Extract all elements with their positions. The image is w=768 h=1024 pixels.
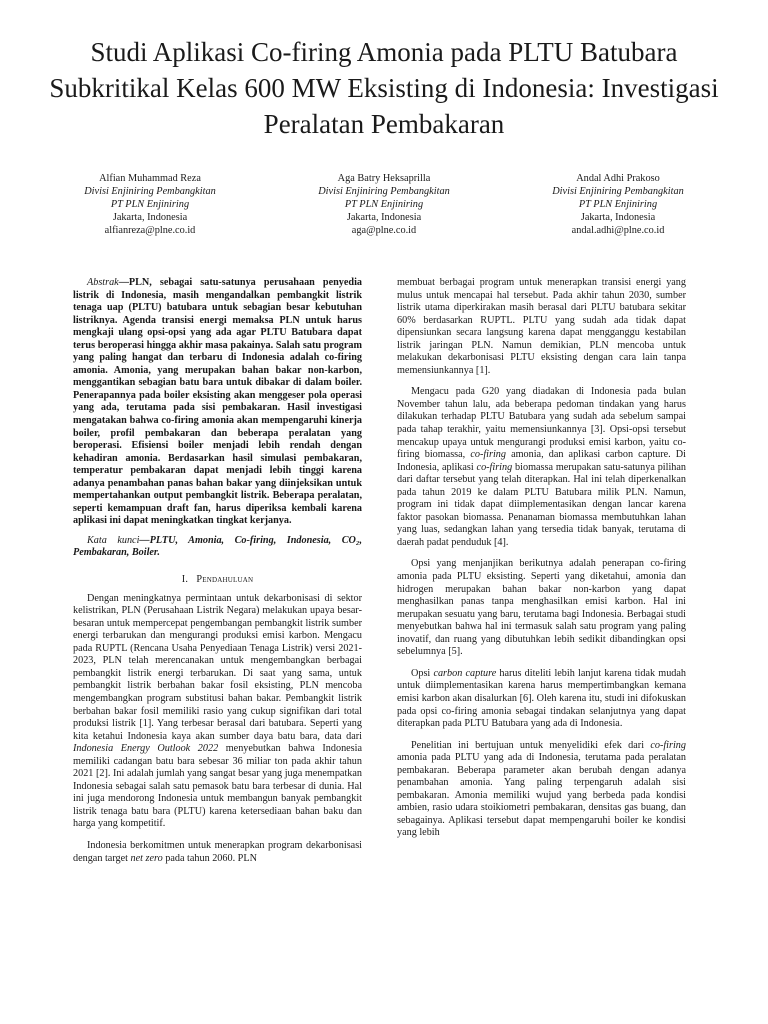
paragraph-italic: carbon capture bbox=[433, 667, 497, 679]
keywords bbox=[73, 535, 362, 560]
paragraph-italic: net zero bbox=[130, 852, 163, 864]
paragraph-text: Indonesia berkomitmen untuk menerapkan program dekarbonisasi dengan target bbox=[73, 839, 362, 864]
author-division: Divisi Enjiniring Pembangkitan bbox=[84, 185, 216, 197]
paper-title: Studi Aplikasi Co-firing Amonia pada PLTU Batubara Subkritikal Kelas 600 MW Eksisting di Indonesia: Investigasi Peralatan Pembakaran bbox=[49, 37, 719, 139]
paragraph-italic: co-firing bbox=[470, 449, 506, 461]
right-column bbox=[397, 277, 686, 840]
author-city: Jakarta, Indonesia bbox=[112, 211, 188, 223]
left-column bbox=[73, 277, 362, 865]
abstract-text: —PLN, sebagai satu-satunya perusahaan penyedia listrik di Indonesia, masih mengandalkan pembangkit listrik tenaga uap (PLTU) batubara untuk sebagian besar kebutuhan listriknya. Agenda transisi energi memaksa PLN untuk harus mengkaji ulang opsi-opsi yang ada agar PLTU Batubara dapat terus beroperasi hingga akhir masa pakainya. Salah satu program yang paling hangat dan terbaru di Indonesia adalah co-firing amonia. Amonia, yang merupakan bahan bakar non-karbon, menggantikan sebagian batu bara untuk dibakar di dalam boiler. Penerapannya pada boiler eksisting akan menggeser pola operasi yang ada, terutama pada sisi pembakaran. Hasil investigasi mengatakan bahwa co-firing amonia akan mempengaruhi kinerja boiler, profil pembakaran dan beberapa peralatan yang beroperasi. Efisiensi boiler menjadi lebih rendah dengan kehadiran amonia. Berdasarkan hasil simulasi pembakaran, temperatur pembakaran dapat menjadi lebih tinggi karena adanya penambahan panas bahan bakar yang diinjeksikan untuk mempertahankan output pembangkit listrik. Beberapa peralatan, seperti kemampuan draft fan, harus diperiksa kembali karena aplikasi ini dapat meningkatkan tingkat kerjanya. bbox=[73, 277, 362, 527]
author-organization: PT PLN Enjiniring bbox=[110, 198, 190, 210]
paragraph: membuat berbagai program untuk menerapkan transisi energi yang mulus untuk mencapai hal tersebut. Pada akhir tahun 2030, sumber listrik utama diperkirakan masih berasal dari PLTU batubara sekitar 60% berdasarkan RUPTL. PLTU yang sudah ada tidak dapat dipensiunkan secara langsung karena dapat mengganggu kestabilan listrik jaringan PLN. Namun demikian, PLN mencoba untuk melakukan dekarbonisasi PLTU eksisting dengan cara lain tanpa memensiunkannya [1]. bbox=[397, 277, 686, 376]
paragraph bbox=[397, 668, 686, 731]
paragraph-italic: Indonesia Energy Outlook 2022 bbox=[73, 743, 219, 755]
paragraph bbox=[397, 740, 686, 840]
paragraph bbox=[397, 386, 686, 549]
paragraph bbox=[73, 593, 362, 831]
author-block bbox=[35, 173, 265, 238]
paragraph-text: Mengacu pada G20 yang diadakan di Indonesia pada bulan November tahun lalu, ada beberapa pedoman tindakan yang harus dilakukan terhadap PLTU Batubara yang sudah ada sebelum sampai pada tahap terakhir, yaitu memensiunkannya [3]. Opsi-opsi tersebut mencakup upaya untuk mengurangi produksi emisi karbon, yaitu co-firing biomassa, bbox=[397, 386, 686, 461]
paragraph-text: Dengan meningkatnya permintaan untuk dekarbonisasi di sektor kelistrikan, PLN (Perusahaan Listrik Negara) melakukan upaya besar-besaran untuk mempercepat pengembangan pembangkit listrik sumber energi terbarukan dan mengurangi produksi emisi karbon. Mengacu pada RUPTL (Rencana Usaha Penyediaan Tenaga Listrik) versi 2021-2023, PLN telah merencanakan untuk mengembangkan berbagai pembangkit listrik energi terbarukan. Di saat yang sama, untuk pembangkit listrik berbahan bakar fosil eksisting, PLN mencoba mengembangkan program substitusi bahan bakar. Pembangkit listrik berbahan bakar fosil memiliki rasio yang cukup signifikan dari total produksi listrik [1]. Yang terbesar berasal dari batubara. Seperti yang kita ketahui Indonesia kaya akan sumber daya batu bara, data dari bbox=[73, 592, 362, 742]
paragraph-text: biomassa merupakan satu-satunya pilihan dari daftar tersebut yang telah diterapkan. Hal ini telah diperkenalkan pada tahun 2019 ke dalam PLTU Batubara milik PLN. Namun, program ini tidak dapat diimplementasikan dengan lancar karena faktor pasokan biomassa. Penanaman biomassa membutuhkan lahan yang luas, sedangkan lahan yang tersedia tidak banyak, terutama di daerah padat penduduk [4]. bbox=[397, 461, 686, 548]
author-division: Divisi Enjiniring Pembangkitan bbox=[318, 185, 450, 197]
author-organization: PT PLN Enjiniring bbox=[578, 198, 658, 210]
author-name: Alfian Muhammad Reza bbox=[99, 173, 201, 184]
author-email: andal.adhi@plne.co.id bbox=[571, 224, 665, 236]
paragraph bbox=[73, 840, 362, 865]
author-city: Jakarta, Indonesia bbox=[580, 211, 656, 223]
author-block bbox=[269, 173, 499, 238]
author-name: Andal Adhi Prakoso bbox=[576, 173, 660, 184]
section-heading bbox=[73, 574, 362, 587]
paragraph-text: Opsi bbox=[411, 667, 434, 679]
author-email: alfianreza@plne.co.id bbox=[104, 224, 196, 236]
abstract-lead: Abstrak bbox=[87, 277, 119, 288]
abstract bbox=[73, 277, 362, 528]
keywords-text: —PLTU, Amonia, Co-firing, Indonesia, CO₂, Pembakaran, Boiler. bbox=[73, 534, 363, 559]
keywords-lead: Kata kunci bbox=[87, 534, 140, 546]
author-division: Divisi Enjiniring Pembangkitan bbox=[552, 185, 684, 197]
author-name: Aga Batry Heksaprilla bbox=[337, 173, 431, 184]
paragraph-text: Penelitian ini bertujuan untuk menyelidiki efek dari bbox=[411, 739, 651, 751]
paragraph-italic: co-firing bbox=[650, 739, 686, 751]
paragraph-text: menyebutkan bahwa Indonesia memiliki cadangan batu bara sebesar 36 miliar ton pada akhir tahun 2021 [2]. Ini adalah jumlah yang sangat besar yang juga menempatkan Indonesia sebagai salah satu pemasok batu bara terbesar di dunia. Hal ini juga mendorong Indonesia untuk membangun banyak pembangkit listrik tenaga batu bara (PLTU) karena ketersediaan bahan baku dan harga yang kompetitif. bbox=[73, 743, 362, 830]
author-organization: PT PLN Enjiniring bbox=[344, 198, 424, 210]
paragraph-text: harus diteliti lebih lanjut karena tidak mudah untuk diimplementasikan karena harus mempertimbangkan kemana emisi karbon akan disalurkan [6]. Oleh karena itu, studi ini difokuskan pada opsi co-firing amonia sebagai tindakan selanjutnya yang dapat diterapkan pada PLTU Batubara yang ada di Indonesia. bbox=[397, 667, 686, 730]
paragraph-italic: co-firing bbox=[476, 461, 513, 473]
section-title: Pendahuluan bbox=[196, 574, 254, 586]
author-email: aga@plne.co.id bbox=[351, 224, 417, 236]
section-number: I. bbox=[181, 574, 189, 586]
paragraph-text: amonia pada PLTU yang ada di Indonesia, terutama pada peralatan pembakaran. Beberapa parameter akan berubah dengan adanya penambahan amonia. Yang paling terpengaruh adalah sisi pembakaran. Amonia memiliki wujud yang berbeda pada kondisi ambien, rasio udara stoikiometri pembakaran, densitas gas buang, dan sebagainya. Aplikasi tersebut dapat mempengaruhi boiler ke kondisi yang lebih bbox=[397, 752, 686, 839]
author-block bbox=[503, 173, 733, 238]
paragraph: Opsi yang menjanjikan berikutnya adalah penerapan co-firing amonia pada PLTU eksisting. Seperti yang diketahui, amonia dan hidrogen merupakan bahan bakar non-karbon yang dapat menghasilkan panas tanpa menghasilkan emisi karbon. Hal ini merupakan sesuatu yang baru, terutama bagi Indonesia. Berbagai studi menyebutkan bahwa hal ini termasuk salah satu program yang paling inovatif, dan ruang yang dibutuhkan lebih sedikit dibandingkan opsi sebelumnya [5]. bbox=[397, 558, 686, 658]
author-city: Jakarta, Indonesia bbox=[346, 211, 422, 223]
paragraph-text: pada tahun 2060. PLN bbox=[162, 852, 257, 864]
paragraph-text: amonia, dan aplikasi carbon capture. Di Indonesia, aplikasi bbox=[397, 449, 686, 473]
